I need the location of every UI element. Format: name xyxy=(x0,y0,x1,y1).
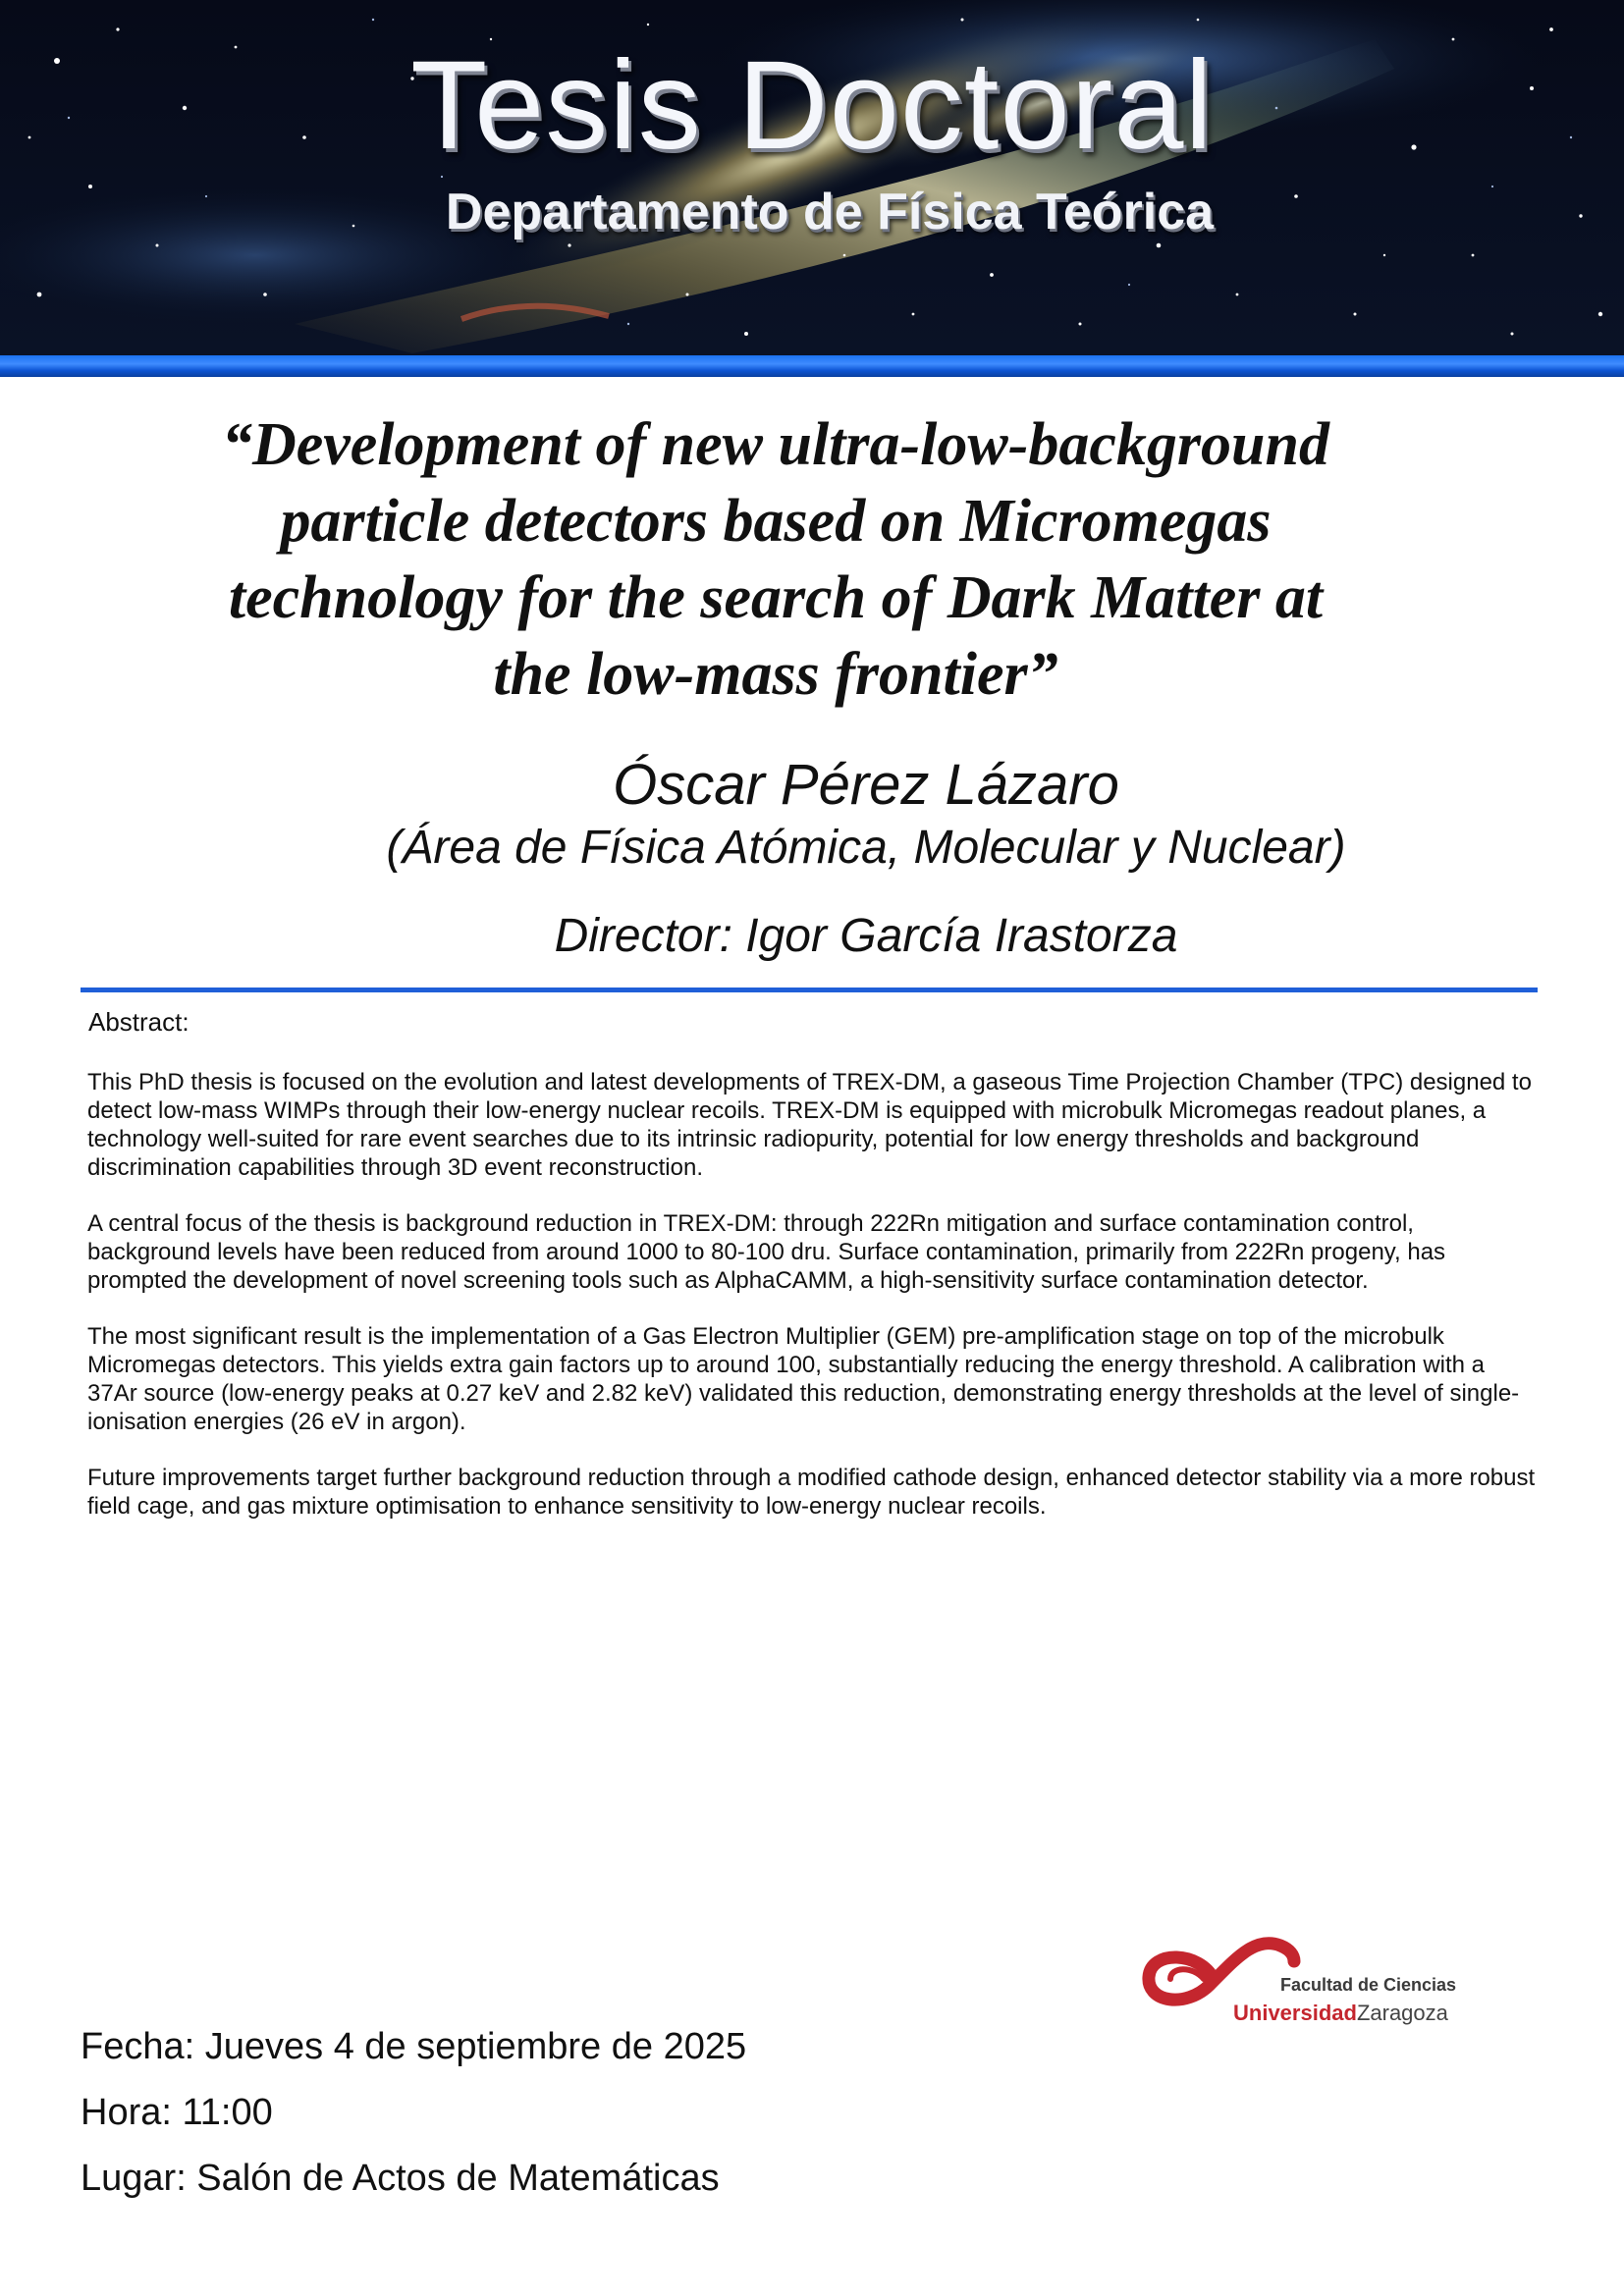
abstract-paragraph: A central focus of the thesis is background reduction in TREX-DM: through 222Rn mitigation and surface contamination control, background levels have been reduced from around 1000 to 80-100 dru. Surface contamination, primarily from 222Rn progeny, has prompted the development of novel screening tools such as AlphaCAMM, a high-sensitivity surface contamination detector. xyxy=(87,1210,1446,1294)
section-divider xyxy=(81,988,1538,992)
thesis-title-line: “Development of new ultra-low-background xyxy=(221,411,1330,478)
research-area: (Área de Física Atómica, Molecular y Nuclear) xyxy=(386,822,1346,874)
logo-university-part2: Zaragoza xyxy=(1356,2001,1448,2025)
thesis-title-line: technology for the search of Dark Matter at xyxy=(228,564,1324,631)
abstract-paragraph: This PhD thesis is focused on the evolution and latest developments of TREX-DM, a gaseous Time Projection Chamber (TPC) designed to detect low-mass WIMPs through their low-energy nuclear recoils. TREX-DM is equipped with microbulk Micromegas readout planes, a technology well-suited for rare event searches due to its intrinsic radiopurity, potential for low energy thresholds and background discrimination capabilities through 3D event reconstruction. xyxy=(87,1069,1532,1181)
header-banner xyxy=(0,0,1624,355)
thesis-title-line: particle detectors based on Micromegas xyxy=(280,488,1272,555)
thesis-director: Director: Igor García Irastorza xyxy=(554,910,1178,962)
banner-subtitle: Departamento de Física Teórica xyxy=(445,184,1215,240)
abstract-body xyxy=(87,1068,1541,1548)
author-name: Óscar Pérez Lázaro xyxy=(613,753,1119,817)
event-details xyxy=(81,2024,746,2221)
event-date: Fecha: Jueves 4 de septiembre de 2025 xyxy=(81,2026,747,2067)
banner-title: Tesis Doctoral xyxy=(410,35,1214,176)
logo-university-text xyxy=(1233,2001,1448,2026)
event-place: Lugar: Salón de Actos de Matemáticas xyxy=(81,2158,720,2199)
thesis-title-line: the low-mass frontier” xyxy=(493,641,1058,708)
abstract-heading: Abstract: xyxy=(88,1007,189,1037)
logo-university-part1: Universidad xyxy=(1233,2001,1357,2025)
abstract-paragraph: Future improvements target further background reduction through a modified cathode design, enhanced detector stability via a more robust field cage, and gas mixture optimisation to enhance sensitivity to low-energy nuclear recoils. xyxy=(87,1465,1536,1520)
thesis-title xyxy=(118,406,1434,713)
logo-faculty-text: Facultad de Ciencias xyxy=(1280,1975,1457,1995)
event-time: Hora: 11:00 xyxy=(81,2092,273,2133)
abstract-paragraph: The most significant result is the implementation of a Gas Electron Multiplier (GEM) pre-amplification stage on top of the microbulk Micromegas detectors. This yields extra gain factors up to around 100, substantially reducing the energy threshold. A calibration with a 37Ar source (low-energy peaks at 0.27 keV and 2.82 keV) validated this reduction, demonstrating energy thresholds at the level of single-ionisation energies (26 eV in argon). xyxy=(87,1323,1520,1435)
faculty-logo xyxy=(1141,1924,1455,2032)
banner-stripe xyxy=(0,355,1624,377)
